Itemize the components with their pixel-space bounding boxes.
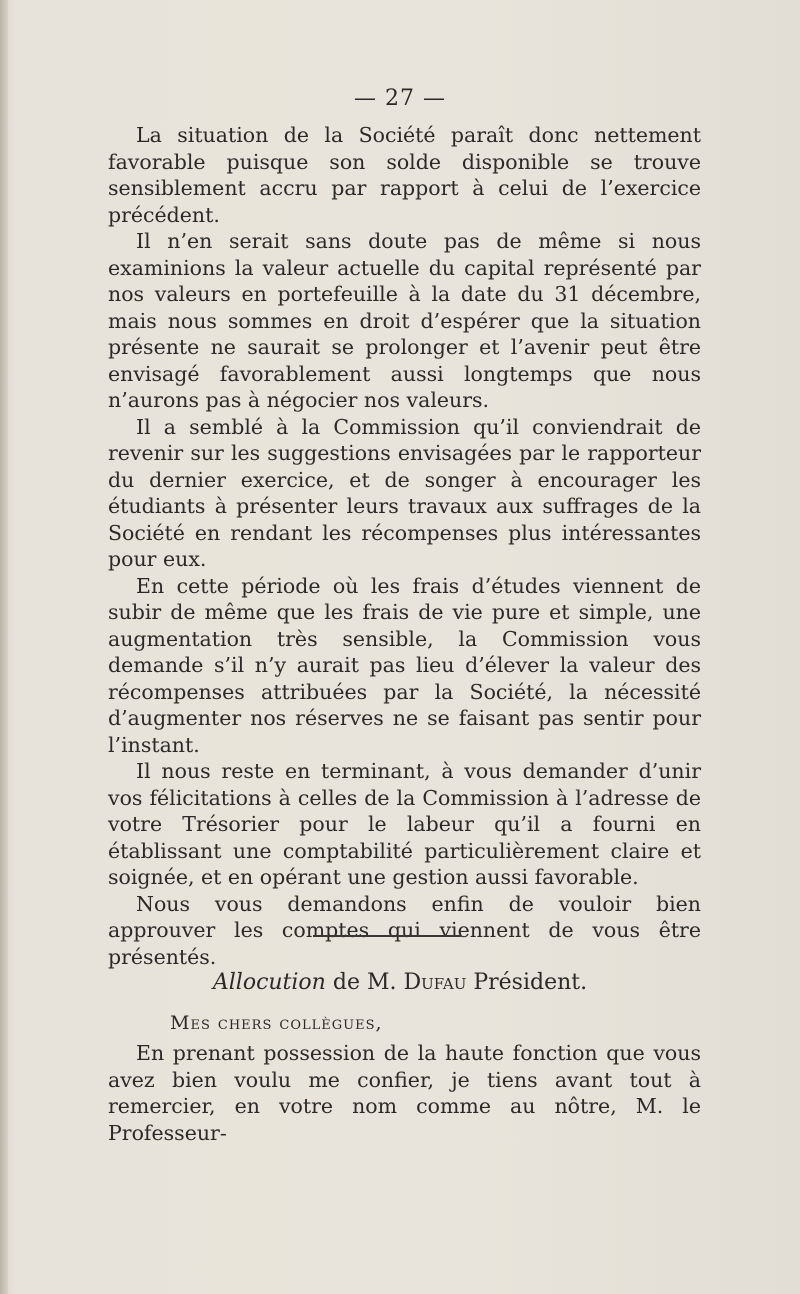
page-number: — 27 — [354, 86, 446, 111]
section-divider [313, 935, 461, 937]
paragraph-treasurer: Il nous reste en terminant, à vous demander d’unir vos félicitations à celles de la Commission à l’adresse de votre Trésorier pour le labeur qu’il a fourni en établissant une comptabilité particulièrement claire et soignée, et en opérant une gestion aussi favorable. [108, 759, 701, 889]
report-body [108, 122, 701, 970]
paragraph-approval: Nous vous demandons enfin de vouloir bien approuver les comptes qui viennent de vous être présentés. [108, 891, 701, 969]
heading-name: Dufau [403, 970, 467, 995]
paragraph-portfolio: Il n’en serait sans doute pas de même si nous examinions la valeur actuelle du capital représenté par nos valeurs en portefeuille à la date du 31 décembre, mais nous sommes en droit d’espérer que la situation présente ne saurait se prolonger et l’avenir peut être envisagé favorablement aussi longtemps que nous n’aurons pas à négocier nos valeurs. [108, 229, 701, 412]
paragraph-rewards: En cette période où les frais d’études viennent de subir de même que les frais de vie pure et simple, une augmentation très sensible, la Commission vous demande s’il n’y aurait pas lieu d’élever la valeur des récompenses attribuées par la Société, la nécessité d’augmenter nos réserves ne se faisant pas sentir pour l’instant. [108, 573, 701, 757]
heading-middle: de M. [332, 970, 397, 995]
heading-allocution: Allocution [212, 970, 326, 995]
speech-paragraph: En prenant possession de la haute fonction que vous avez bien voulu me confier, je tiens avant tout à remercier, en votre nom comme au nôtre, M. le Professeur- [108, 1041, 701, 1145]
salutation: Mes chers collègues, [170, 1012, 383, 1034]
heading-title: Président. [473, 970, 588, 995]
binding-edge [0, 0, 8, 1294]
speech-body [108, 1040, 701, 1146]
section-heading [0, 970, 800, 995]
paragraph-situation: La situation de la Société paraît donc nettement favorable puisque son solde disponible se trouve sensiblement accru par rapport à celui de l’exercice précédent. [108, 123, 701, 227]
paragraph-commission: Il a semblé à la Commission qu’il conviendrait de revenir sur les suggestions envisagées par le rapporteur du dernier exercice, et de songer à encourager les étudiants à présenter leurs travaux aux suffrages de la Société en rendant les récompenses plus intéressantes pour eux. [108, 414, 701, 571]
